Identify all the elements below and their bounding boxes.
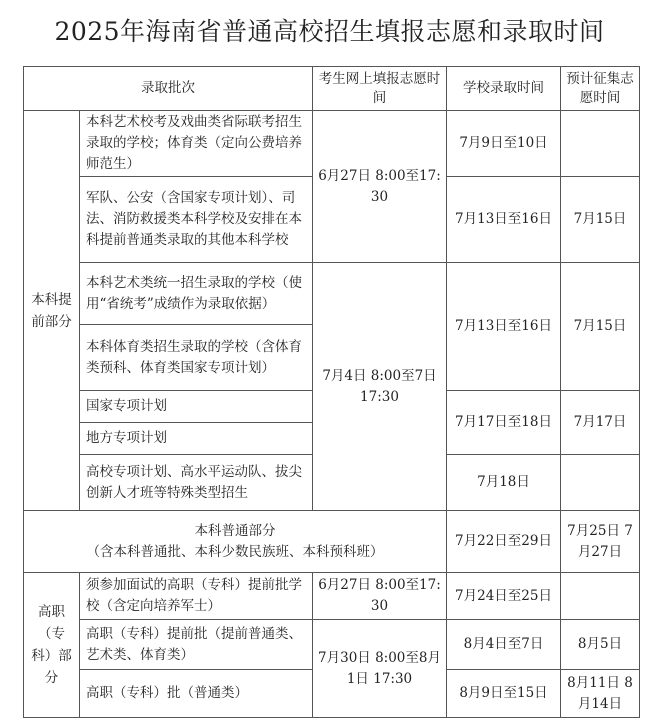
supplement-time-cell bbox=[561, 111, 640, 177]
supplement-time-cell bbox=[561, 573, 640, 620]
admission-time-cell: 7月9日至10日 bbox=[447, 111, 561, 177]
admission-time-cell: 8月4日至7日 bbox=[447, 620, 561, 670]
admission-schedule-table bbox=[23, 66, 640, 718]
online-time-cell: 7月4日 8:00至7日 17:30 bbox=[313, 263, 447, 511]
table-row bbox=[24, 620, 640, 670]
online-time-cell: 6月27日 8:00至17:30 bbox=[313, 111, 447, 263]
supplement-time-cell: 7月25日 7月27日 bbox=[561, 511, 640, 573]
batch-cell: 本科体育类招生录取的学校（含体育类预科、体育类国家专项计划） bbox=[80, 325, 313, 391]
batch-detail: （含本科普通批、本科少数民族班、本科预科班） bbox=[86, 543, 384, 560]
category-vocational: 高职（专科）部分 bbox=[24, 573, 80, 718]
admission-time-cell: 7月13日至16日 bbox=[447, 263, 561, 391]
table-row bbox=[24, 511, 640, 573]
batch-cell-undergrad-regular bbox=[24, 511, 447, 573]
batch-cell: 高校专项计划、高水平运动队、拔尖创新人才班等特殊类型招生 bbox=[80, 455, 313, 511]
supplement-time-cell: 8月11日 8月14日 bbox=[561, 670, 640, 718]
admission-time-cell: 7月18日 bbox=[447, 455, 561, 511]
header-admission-time: 学校录取时间 bbox=[447, 67, 561, 111]
header-row bbox=[24, 67, 640, 111]
category-early-undergrad: 本科提前部分 bbox=[24, 111, 80, 511]
supplement-time-cell: 8月5日 bbox=[561, 620, 640, 670]
header-online-time: 考生网上填报志愿时间 bbox=[313, 67, 447, 111]
admission-time-cell: 7月17日至18日 bbox=[447, 391, 561, 455]
online-time-cell: 7月30日 8:00至8月1日 17:30 bbox=[313, 620, 447, 718]
table-row bbox=[24, 111, 640, 177]
batch-cell: 本科艺术类统一招生录取的学校（使用“省统考”成绩作为录取依据） bbox=[80, 263, 313, 325]
supplement-time-cell: 7月17日 bbox=[561, 391, 640, 455]
admission-time-cell: 7月13日至16日 bbox=[447, 177, 561, 263]
batch-title: 本科普通部分 bbox=[194, 522, 276, 539]
page-title: 2025年海南省普通高校招生填报志愿和录取时间 bbox=[54, 17, 605, 46]
batch-cell: 国家专项计划 bbox=[80, 391, 313, 423]
online-time-cell: 6月27日 8:00至17:30 bbox=[313, 573, 447, 620]
table-row bbox=[24, 263, 640, 325]
batch-cell: 军队、公安（含国家专项计划）、司法、消防救援类本科学校及安排在本科提前普通类录取的其他本科学校 bbox=[80, 177, 313, 263]
table-row bbox=[24, 573, 640, 620]
header-supplement-time: 预计征集志愿时间 bbox=[561, 67, 640, 111]
batch-cell: 地方专项计划 bbox=[80, 423, 313, 455]
batch-cell: 须参加面试的高职（专科）提前批学校（含定向培养军士） bbox=[80, 573, 313, 620]
batch-cell: 本科艺术校考及戏曲类省际联考招生录取的学校；体育类（定向公费培养师范生） bbox=[80, 111, 313, 177]
batch-cell: 高职（专科）批（普通类） bbox=[80, 670, 313, 718]
supplement-time-cell bbox=[561, 455, 640, 511]
admission-time-cell: 7月24日至25日 bbox=[447, 573, 561, 620]
supplement-time-cell: 7月15日 bbox=[561, 177, 640, 263]
admission-time-cell: 8月9日至15日 bbox=[447, 670, 561, 718]
admission-time-cell: 7月22日至29日 bbox=[447, 511, 561, 573]
batch-cell: 高职（专科）提前批（提前普通类、艺术类、体育类） bbox=[80, 620, 313, 670]
supplement-time-cell: 7月15日 bbox=[561, 263, 640, 391]
header-batch: 录取批次 bbox=[24, 67, 313, 111]
